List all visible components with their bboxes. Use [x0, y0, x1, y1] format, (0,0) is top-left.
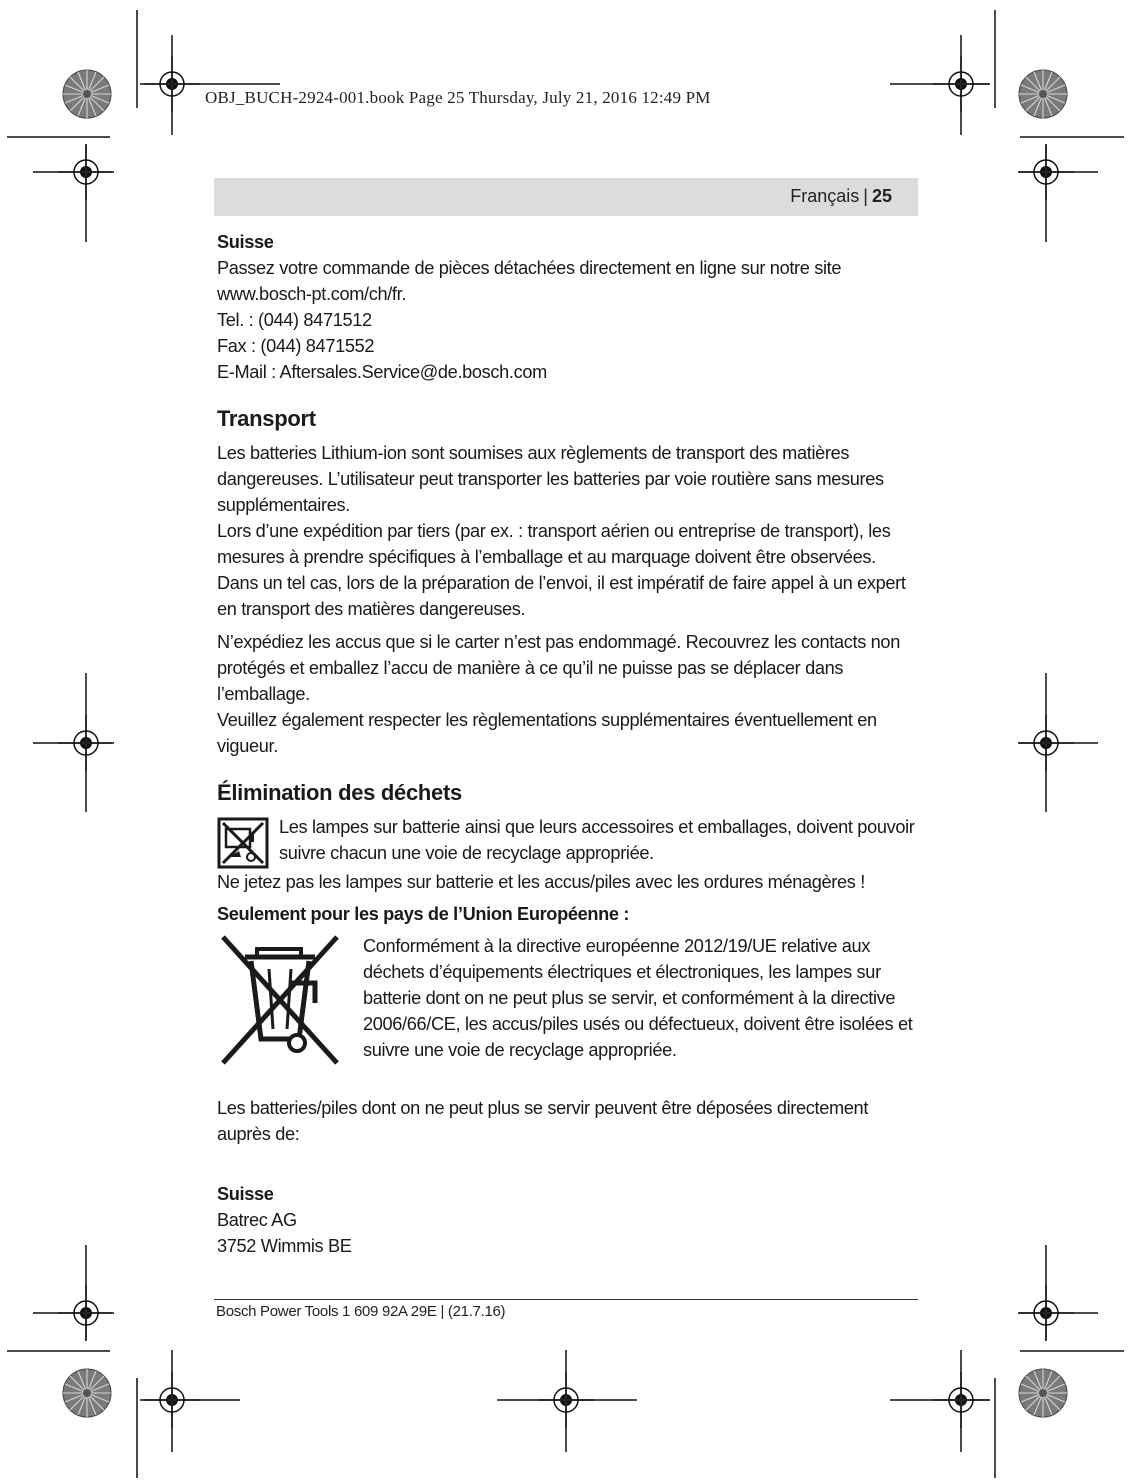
- color-wheel-top-left: [63, 70, 111, 118]
- transport-paragraph: Les batteries Lithium-ion sont soumises aux règlements de transport des matières dangereuses. L’utilisateur peut transporter les batteries par voie routière sans mesures supplémentaires.: [217, 443, 884, 515]
- return-country: Suisse: [217, 1184, 274, 1204]
- running-header: [214, 178, 918, 216]
- recycling-note-text: Les lampes sur batterie ainsi que leurs accessoires et emballages, doivent pouvoir suivre chacun une voie de recyclage appropriée.: [279, 817, 915, 863]
- return-company: Batrec AG: [217, 1210, 297, 1230]
- section-heading-transport: Transport: [217, 406, 316, 431]
- eu-directive-block: [217, 933, 917, 1067]
- contact-website: www.bosch-pt.com/ch/fr.: [217, 284, 407, 304]
- crossed-out-bin-icon: [217, 933, 343, 1067]
- contact-phone: Tel. : (044) 8471512: [217, 310, 372, 330]
- color-wheel-bottom-right: [1019, 1369, 1067, 1417]
- recycling-note: [217, 814, 917, 869]
- page-number: 25: [871, 186, 892, 206]
- return-address: 3752 Wimmis BE: [217, 1236, 352, 1256]
- disposal-section: [217, 778, 917, 1147]
- contact-fax: Fax : (044) 8471552: [217, 336, 375, 356]
- transport-paragraph: N’expédiez les accus que si le carter n’est pas endommagé. Recouvrez les contacts non protégés et emballez l’accu de manière à ce qu’il ne puisse pas se déplacer dans l’emballage.: [217, 632, 900, 704]
- contact-switzerland: [217, 229, 917, 385]
- return-switzerland: [217, 1181, 917, 1259]
- recycling-symbol-icon: [217, 817, 269, 869]
- section-heading-disposal: Élimination des déchets: [217, 780, 462, 805]
- battery-return-note: Les batteries/piles dont on ne peut plus se servir peuvent être déposées directement auprès de:: [217, 1098, 869, 1144]
- transport-paragraph: Lors d’une expédition par tiers (par ex. : transport aérien ou entreprise de transport), les mesures à prendre spécifiques à l’emballage et au marquage doivent être observées. Dans un tel cas, lors de la préparation de l’envoi, il est impératif de faire appel à un expert en transport des matières dangereuses.: [217, 521, 906, 619]
- color-wheel-top-right: [1019, 70, 1067, 118]
- household-waste-warning: Ne jetez pas les lampes sur batterie et les accus/piles avec les ordures ménagères !: [217, 872, 865, 892]
- contact-line: Passez votre commande de pièces détachées directement en ligne sur notre site: [217, 258, 842, 278]
- contact-email: E-Mail : Aftersales.Service@de.bosch.com: [217, 362, 547, 382]
- header-language: Français: [790, 186, 860, 206]
- running-header-text: [790, 186, 892, 207]
- page-footer: Bosch Power Tools 1 609 92A 29E | (21.7.16): [216, 1303, 506, 1320]
- contact-country: Suisse: [217, 232, 274, 252]
- page-content: [217, 229, 917, 1259]
- color-wheel-bottom-left: [63, 1369, 111, 1417]
- book-slug-line: OBJ_BUCH-2924-001.book Page 25 Thursday, July 21, 2016 12:49 PM: [205, 88, 711, 107]
- footer-rule: [214, 1299, 918, 1300]
- header-separator: |: [863, 186, 868, 206]
- eu-only-label: Seulement pour les pays de l’Union Européenne :: [217, 904, 630, 924]
- eu-directive-text: Conformément à la directive européenne 2012/19/UE relative aux déchets d’équipements électriques et électroniques, les lampes sur batterie dont on ne peut plus se servir, et conformément à la directive 2006/66/CE, les accus/piles usés ou défectueux, doivent être isolées et suivre une voie de recyclage appropriée.: [363, 936, 913, 1060]
- transport-section: [217, 404, 917, 759]
- transport-paragraph: Veuillez également respecter les règlementations supplémentaires éventuellement en vigueur.: [217, 710, 877, 756]
